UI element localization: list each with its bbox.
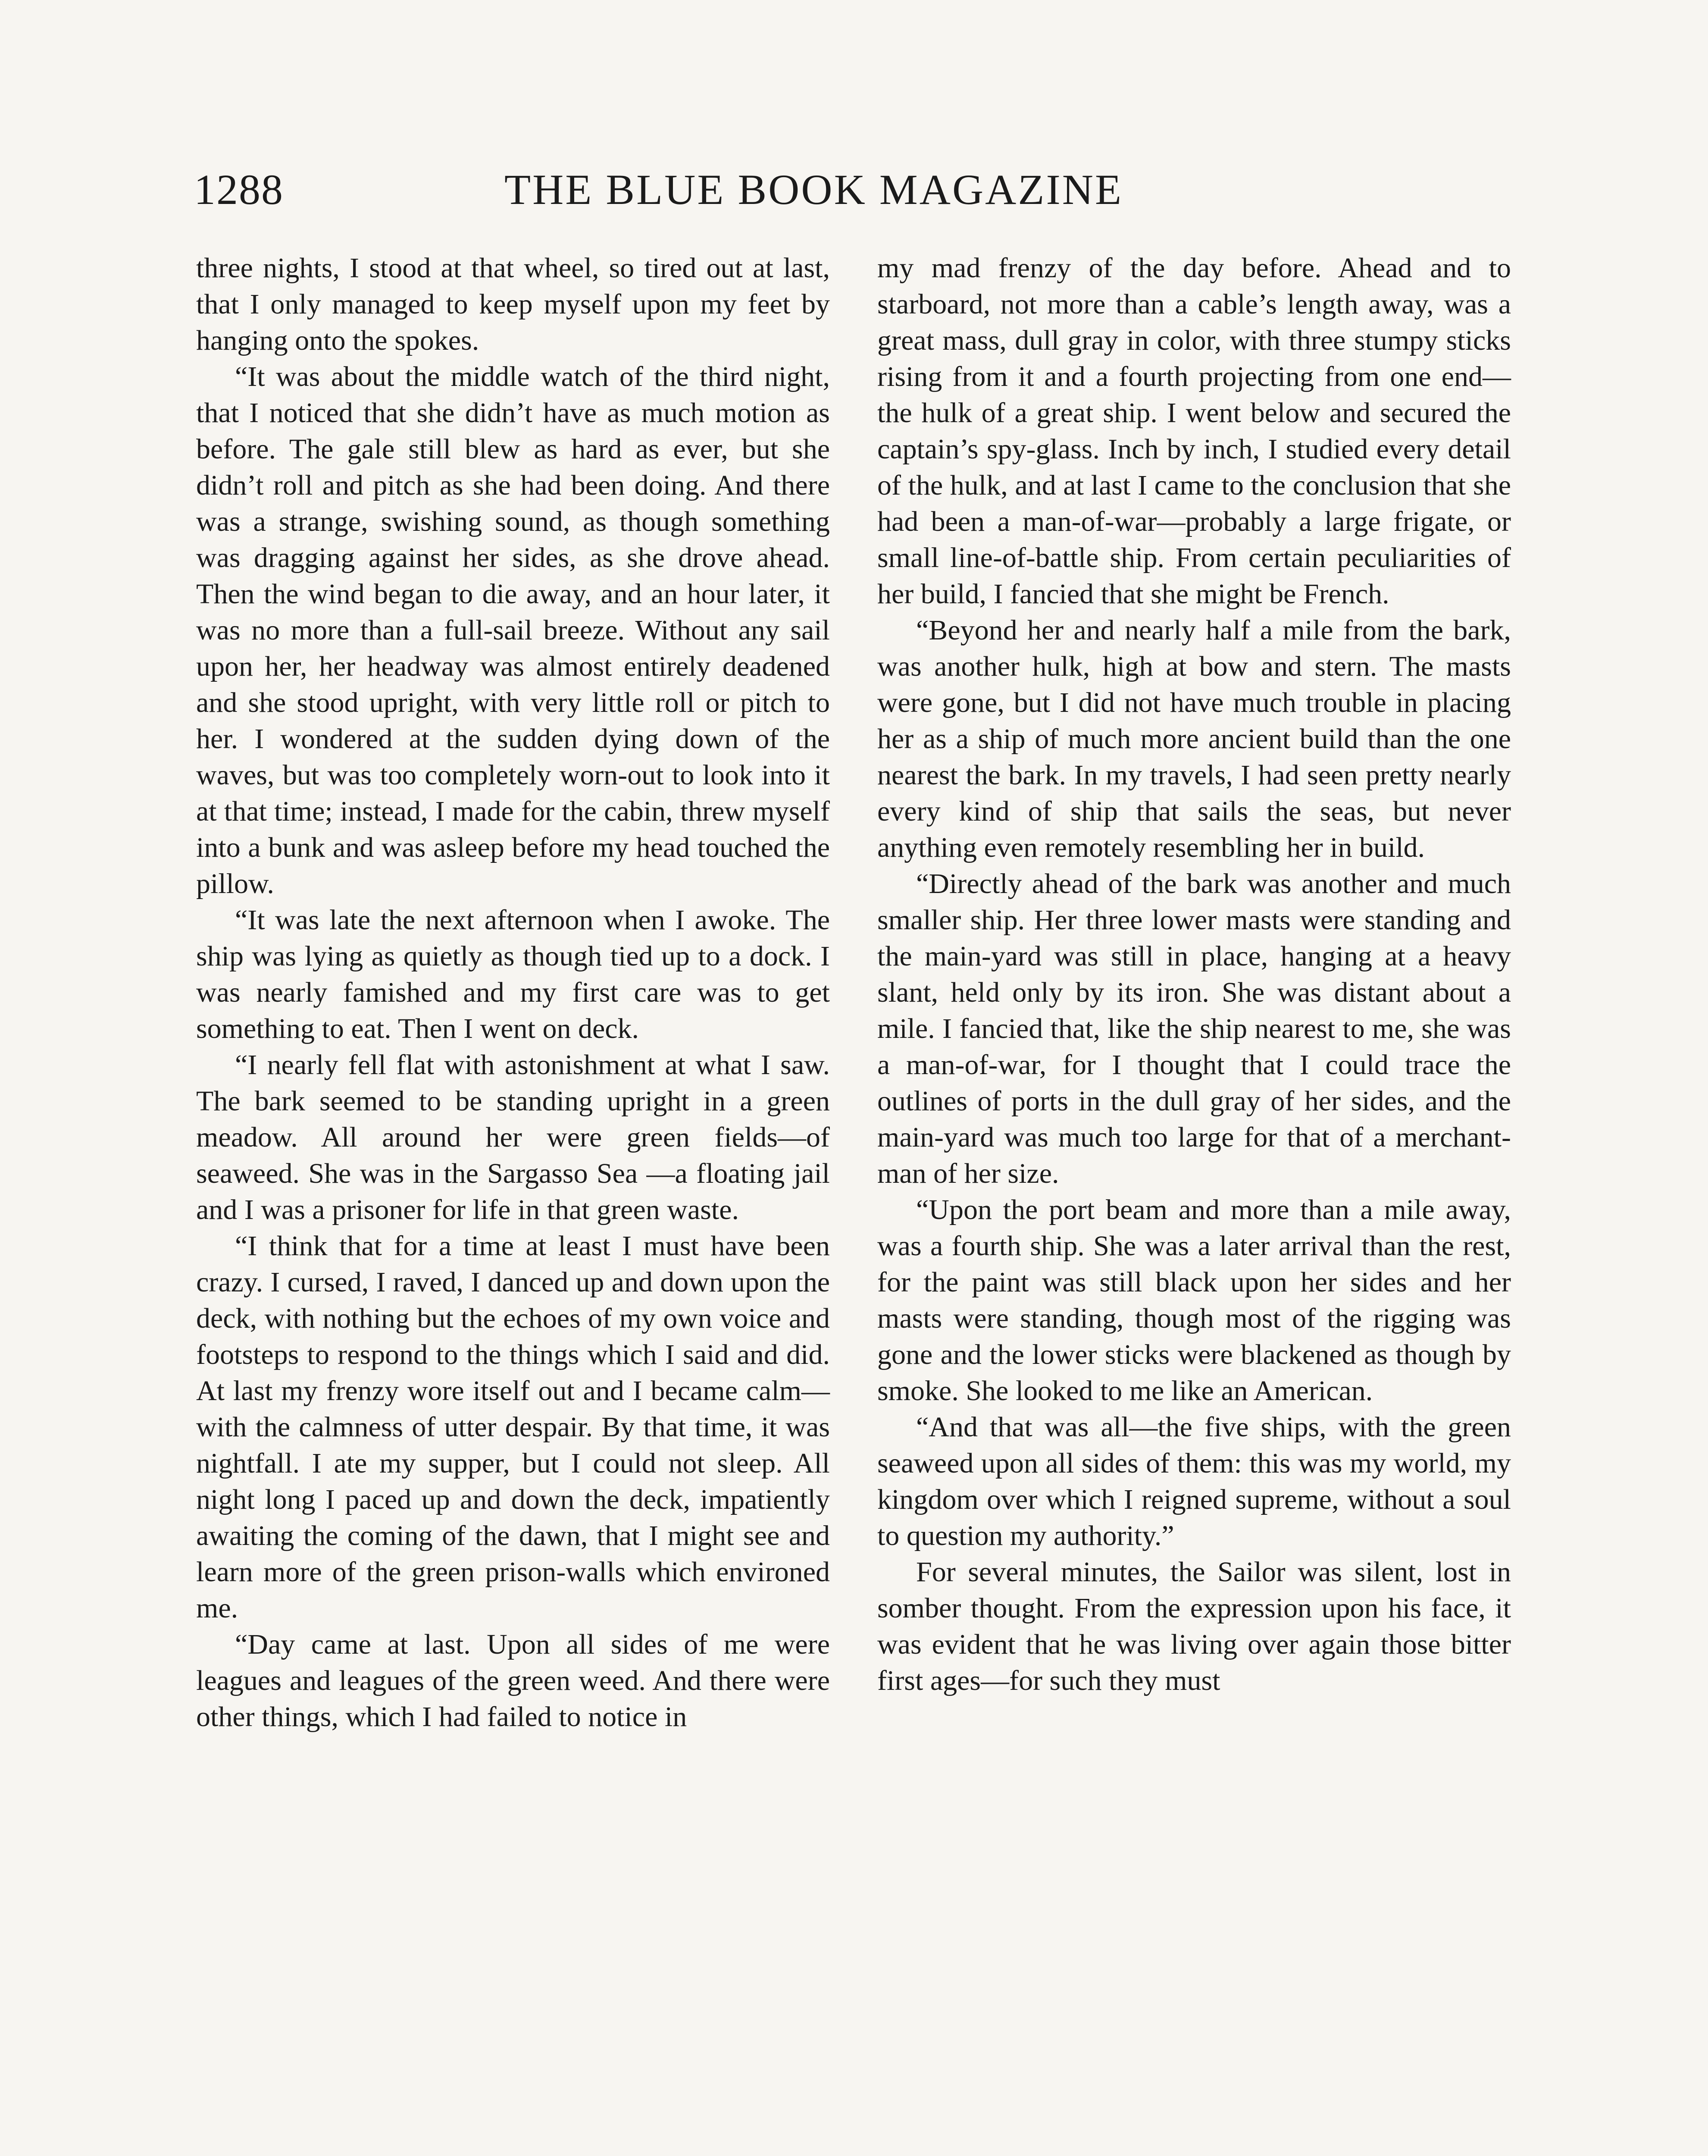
paragraph: “Upon the port beam and more than a mile away, was a fourth ship. She was a later arrival than the rest, for the paint was still black upon her sides and her masts were standing, though most of the rigging was gone and the lower sticks were blackened as though by smoke. She looked to me like an American. xyxy=(877,1194,1511,1407)
paragraph: “And that was all—the five ships, with the green seaweed upon all sides of them: this was my world, my kingdom over which I reigned supreme, without a soul to question my authority.” xyxy=(877,1411,1511,1551)
paragraph: “Directly ahead of the bark was another and much smaller ship. Her three lower masts were standing and the main-yard was still in place, hanging at a heavy slant, held only by its iron. She was distant about a mile. I fancied that, like the ship nearest to me, she was a man-of-war, for I thought that I could trace the outlines of ports in the dull gray of her sides, and the main-yard was much too large for that of a merchant-man of her size. xyxy=(877,868,1511,1189)
right-column xyxy=(877,250,1511,1699)
paragraph: three nights, I stood at that wheel, so tired out at last, that I only managed to keep myself upon my feet by hanging onto the spokes. xyxy=(196,252,830,356)
paragraph: “It was about the middle watch of the third night, that I noticed that she didn’t have as much motion as before. The gale still blew as hard as ever, but she didn’t roll and pitch as she had been doing. And there was a strange, swishing sound, as though something was dragging against her sides, as she drove ahead. Then the wind began to die away, and an hour later, it was no more than a full-sail breeze. Without any sail upon her, her headway was almost entirely deadened and she stood upright, with very little roll or pitch to her. I wondered at the sudden dying down of the waves, but was too completely worn-out to look into it at that time; instead, I made for the cabin, threw myself into a bunk and was asleep before my head touched the pillow. xyxy=(196,361,830,899)
paragraph: “Beyond her and nearly half a mile from the bark, was another hulk, high at bow and stern. The masts were gone, but I did not have much trouble in placing her as a ship of much more ancient build than the one nearest the bark. In my travels, I had seen pretty nearly every kind of ship that sails the seas, but never anything even remotely resembling her in build. xyxy=(877,614,1511,863)
running-title: THE BLUE BOOK MAGAZINE xyxy=(504,166,1123,213)
paragraph: “I think that for a time at least I must have been crazy. I cursed, I raved, I danced up and down upon the deck, with nothing but the echoes of my own voice and footsteps to respond to the things which I said and did. At last my frenzy wore itself out and I became calm—with the calmness of utter despair. By that time, it was nightfall. I ate my supper, but I could not sleep. All night long I paced up and down the deck, impatiently awaiting the coming of the dawn, that I might see and learn more of the green prison-walls which environed me. xyxy=(196,1230,830,1624)
paragraph: my mad frenzy of the day before. Ahead and to starboard, not more than a cable’s length away, was a great mass, dull gray in color, with three stumpy sticks rising from it and a fourth projecting from one end—the hulk of a great ship. I went below and secured the captain’s spy-glass. Inch by inch, I studied every detail of the hulk, and at last I came to the conclusion that she had been a man-of-war—probably a large frigate, or small line-of-battle ship. From certain peculiarities of her build, I fancied that she might be French. xyxy=(877,252,1511,610)
paragraph: For several minutes, the Sailor was silent, lost in somber thought. From the expression upon his face, it was evident that he was living over again those bitter first ages—for such they must xyxy=(877,1556,1511,1696)
paragraph: “Day came at last. Upon all sides of me were leagues and leagues of the green weed. And there were other things, which I had failed to notice in xyxy=(196,1629,830,1733)
page-number: 1288 xyxy=(194,166,284,213)
paragraph: “It was late the next afternoon when I awoke. The ship was lying as quietly as though tied up to a dock. I was nearly famished and my first care was to get something to eat. Then I went on deck. xyxy=(196,904,830,1044)
article-body xyxy=(196,250,1515,2156)
paragraph: “I nearly fell flat with astonishment at what I saw. The bark seemed to be standing upright in a green meadow. All around her were green fields—of seaweed. She was in the Sargasso Sea —a floating jail and I was a prisoner for life in that green waste. xyxy=(196,1049,830,1225)
page-header xyxy=(194,155,1513,224)
left-column xyxy=(196,250,830,1735)
